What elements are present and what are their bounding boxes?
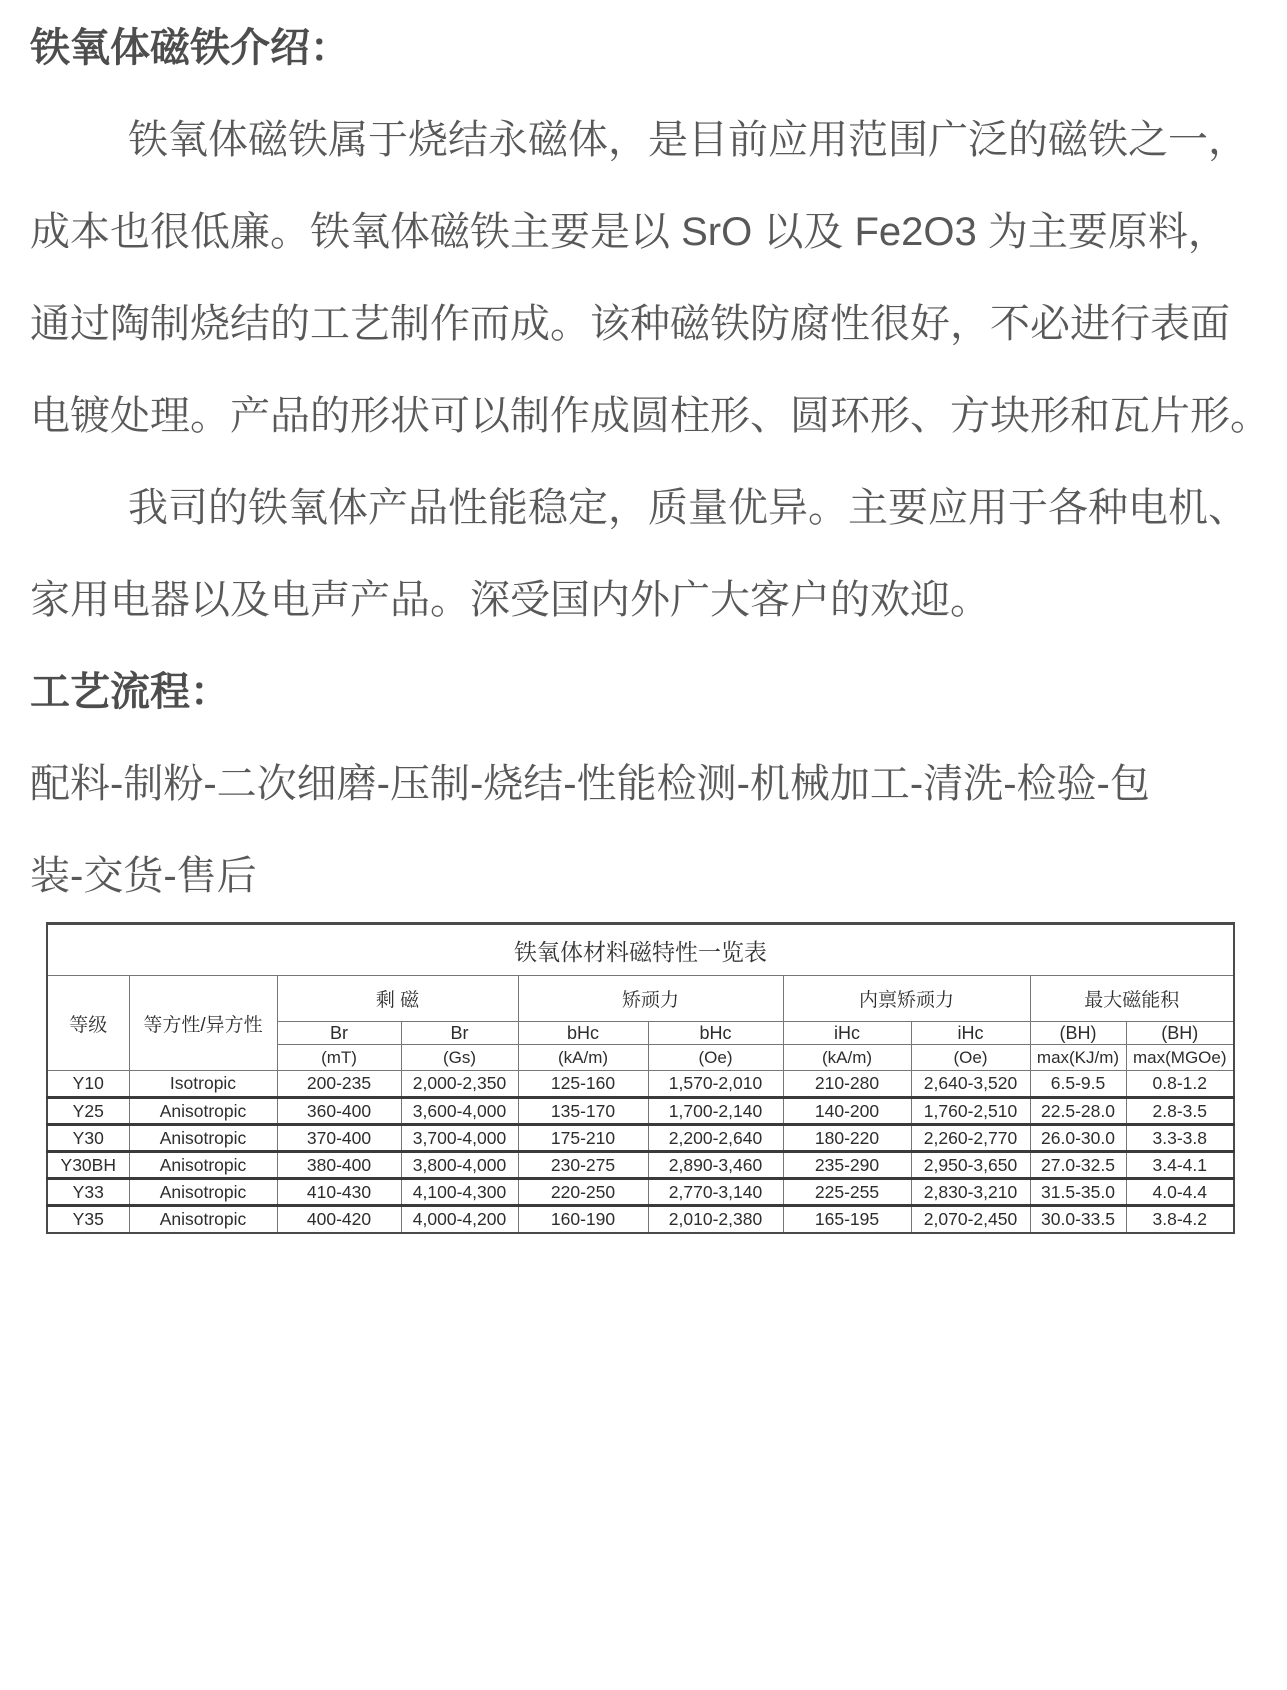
value-cell: 1,760-2,510 xyxy=(911,1098,1030,1125)
ferrite-properties-table xyxy=(46,922,1235,1234)
table-row xyxy=(47,1206,1234,1233)
value-cell: 0.8-1.2 xyxy=(1126,1071,1234,1098)
value-cell: 235-290 xyxy=(783,1152,911,1179)
sub-header-bh-mgoe: (BH) xyxy=(1126,1022,1234,1045)
sub-header-bh-kjm: (BH) xyxy=(1030,1022,1126,1045)
group-header-coercivity: 矫顽力 xyxy=(518,976,783,1022)
value-cell: 3.8-4.2 xyxy=(1126,1206,1234,1233)
intro-heading: 铁氧体磁铁介绍： xyxy=(30,26,350,70)
unit-header-max-mgoe: max(MGOe) xyxy=(1126,1045,1234,1071)
value-cell: 4,100-4,300 xyxy=(401,1179,518,1206)
value-cell: 220-250 xyxy=(518,1179,648,1206)
sub-header-ihc-oe: iHc xyxy=(911,1022,1030,1045)
intro-paragraph-2 xyxy=(30,462,1257,646)
unit-header-mt: (mT) xyxy=(277,1045,401,1071)
value-cell: 2.8-3.5 xyxy=(1126,1098,1234,1125)
value-cell: 2,070-2,450 xyxy=(911,1206,1030,1233)
value-cell: 2,260-2,770 xyxy=(911,1125,1030,1152)
paragraph-line: 通过陶制烧结的工艺制作而成。该种磁铁防腐性很好，不必进行表面 xyxy=(30,302,1230,346)
value-cell: 1,570-2,010 xyxy=(648,1071,783,1098)
value-cell: 165-195 xyxy=(783,1206,911,1233)
value-cell: 2,950-3,650 xyxy=(911,1152,1030,1179)
value-cell: 4,000-4,200 xyxy=(401,1206,518,1233)
unit-header-ihc-kam: (kA/m) xyxy=(783,1045,911,1071)
col-header-grade: 等级 xyxy=(47,976,129,1071)
process-heading: 工艺流程： xyxy=(30,670,230,714)
unit-header-bhc-kam: (kA/m) xyxy=(518,1045,648,1071)
value-cell: 30.0-33.5 xyxy=(1030,1206,1126,1233)
value-cell: 6.5-9.5 xyxy=(1030,1071,1126,1098)
table-title: 铁氧体材料磁特性一览表 xyxy=(47,924,1234,976)
value-cell: 26.0-30.0 xyxy=(1030,1125,1126,1152)
sub-header-br-mt: Br xyxy=(277,1022,401,1045)
value-cell: 230-275 xyxy=(518,1152,648,1179)
table-title-row xyxy=(47,924,1234,976)
value-cell: 2,200-2,640 xyxy=(648,1125,783,1152)
process-paragraph xyxy=(30,738,1257,922)
table-row xyxy=(47,1152,1234,1179)
value-cell: 3.3-3.8 xyxy=(1126,1125,1234,1152)
value-cell: 31.5-35.0 xyxy=(1030,1179,1126,1206)
value-cell: 2,640-3,520 xyxy=(911,1071,1030,1098)
paragraph-line: 铁氧体磁铁属于烧结永磁体，是目前应用范围广泛的磁铁之一， xyxy=(128,118,1248,162)
value-cell: Anisotropic xyxy=(129,1152,277,1179)
value-cell: 22.5-28.0 xyxy=(1030,1098,1126,1125)
sub-header-bhc-kam: bHc xyxy=(518,1022,648,1045)
value-cell: 135-170 xyxy=(518,1098,648,1125)
unit-header-gs: (Gs) xyxy=(401,1045,518,1071)
paragraph-line: 装-交货-售后 xyxy=(30,854,257,898)
value-cell: 160-190 xyxy=(518,1206,648,1233)
value-cell: 2,890-3,460 xyxy=(648,1152,783,1179)
grade-cell: Y10 xyxy=(47,1071,129,1098)
value-cell: Isotropic xyxy=(129,1071,277,1098)
col-header-isotropy: 等方性/异方性 xyxy=(129,976,277,1071)
value-cell: 175-210 xyxy=(518,1125,648,1152)
grade-cell: Y35 xyxy=(47,1206,129,1233)
paragraph-line: 家用电器以及电声产品。深受国内外广大客户的欢迎。 xyxy=(30,578,990,622)
value-cell: 370-400 xyxy=(277,1125,401,1152)
value-cell: 210-280 xyxy=(783,1071,911,1098)
intro-paragraph-1 xyxy=(30,94,1270,462)
paragraph-line: 成本也很低廉。铁氧体磁铁主要是以 SrO 以及 Fe2O3 为主要原料， xyxy=(30,210,1228,254)
group-header-remanence: 剩 磁 xyxy=(277,976,518,1022)
unit-header-max-kjm: max(KJ/m) xyxy=(1030,1045,1126,1071)
value-cell: 1,700-2,140 xyxy=(648,1098,783,1125)
paragraph-line: 我司的铁氧体产品性能稳定，质量优异。主要应用于各种电机、 xyxy=(128,486,1248,530)
value-cell: 360-400 xyxy=(277,1098,401,1125)
value-cell: Anisotropic xyxy=(129,1206,277,1233)
value-cell: 3.4-4.1 xyxy=(1126,1152,1234,1179)
table-row xyxy=(47,1125,1234,1152)
grade-cell: Y25 xyxy=(47,1098,129,1125)
value-cell: 2,770-3,140 xyxy=(648,1179,783,1206)
value-cell: 180-220 xyxy=(783,1125,911,1152)
value-cell: 400-420 xyxy=(277,1206,401,1233)
sub-header-ihc-kam: iHc xyxy=(783,1022,911,1045)
table-row xyxy=(47,1071,1234,1098)
value-cell: 3,700-4,000 xyxy=(401,1125,518,1152)
sub-header-bhc-oe: bHc xyxy=(648,1022,783,1045)
value-cell: 225-255 xyxy=(783,1179,911,1206)
value-cell: 2,010-2,380 xyxy=(648,1206,783,1233)
grade-cell: Y30 xyxy=(47,1125,129,1152)
value-cell: 410-430 xyxy=(277,1179,401,1206)
grade-cell: Y30BH xyxy=(47,1152,129,1179)
group-header-max-energy-product: 最大磁能积 xyxy=(1030,976,1234,1022)
group-header-intrinsic-coercivity: 内禀矫顽力 xyxy=(783,976,1030,1022)
value-cell: Anisotropic xyxy=(129,1098,277,1125)
value-cell: 200-235 xyxy=(277,1071,401,1098)
table-row xyxy=(47,1179,1234,1206)
value-cell: Anisotropic xyxy=(129,1125,277,1152)
unit-header-ihc-oe: (Oe) xyxy=(911,1045,1030,1071)
sub-header-br-gs: Br xyxy=(401,1022,518,1045)
value-cell: 27.0-32.5 xyxy=(1030,1152,1126,1179)
paragraph-line: 电镀处理。产品的形状可以制作成圆柱形、圆环形、方块形和瓦片形。 xyxy=(30,394,1270,438)
paragraph-line: 配料-制粉-二次细磨-压制-烧结-性能检测-机械加工-清洗-检验-包 xyxy=(30,762,1150,806)
value-cell: 3,800-4,000 xyxy=(401,1152,518,1179)
value-cell: 125-160 xyxy=(518,1071,648,1098)
table-row xyxy=(47,1098,1234,1125)
table-body xyxy=(47,1071,1234,1233)
unit-header-bhc-oe: (Oe) xyxy=(648,1045,783,1071)
value-cell: 3,600-4,000 xyxy=(401,1098,518,1125)
value-cell: 140-200 xyxy=(783,1098,911,1125)
value-cell: Anisotropic xyxy=(129,1179,277,1206)
value-cell: 4.0-4.4 xyxy=(1126,1179,1234,1206)
value-cell: 380-400 xyxy=(277,1152,401,1179)
value-cell: 2,000-2,350 xyxy=(401,1071,518,1098)
value-cell: 2,830-3,210 xyxy=(911,1179,1030,1206)
grade-cell: Y33 xyxy=(47,1179,129,1206)
table-group-header-row xyxy=(47,976,1234,1022)
